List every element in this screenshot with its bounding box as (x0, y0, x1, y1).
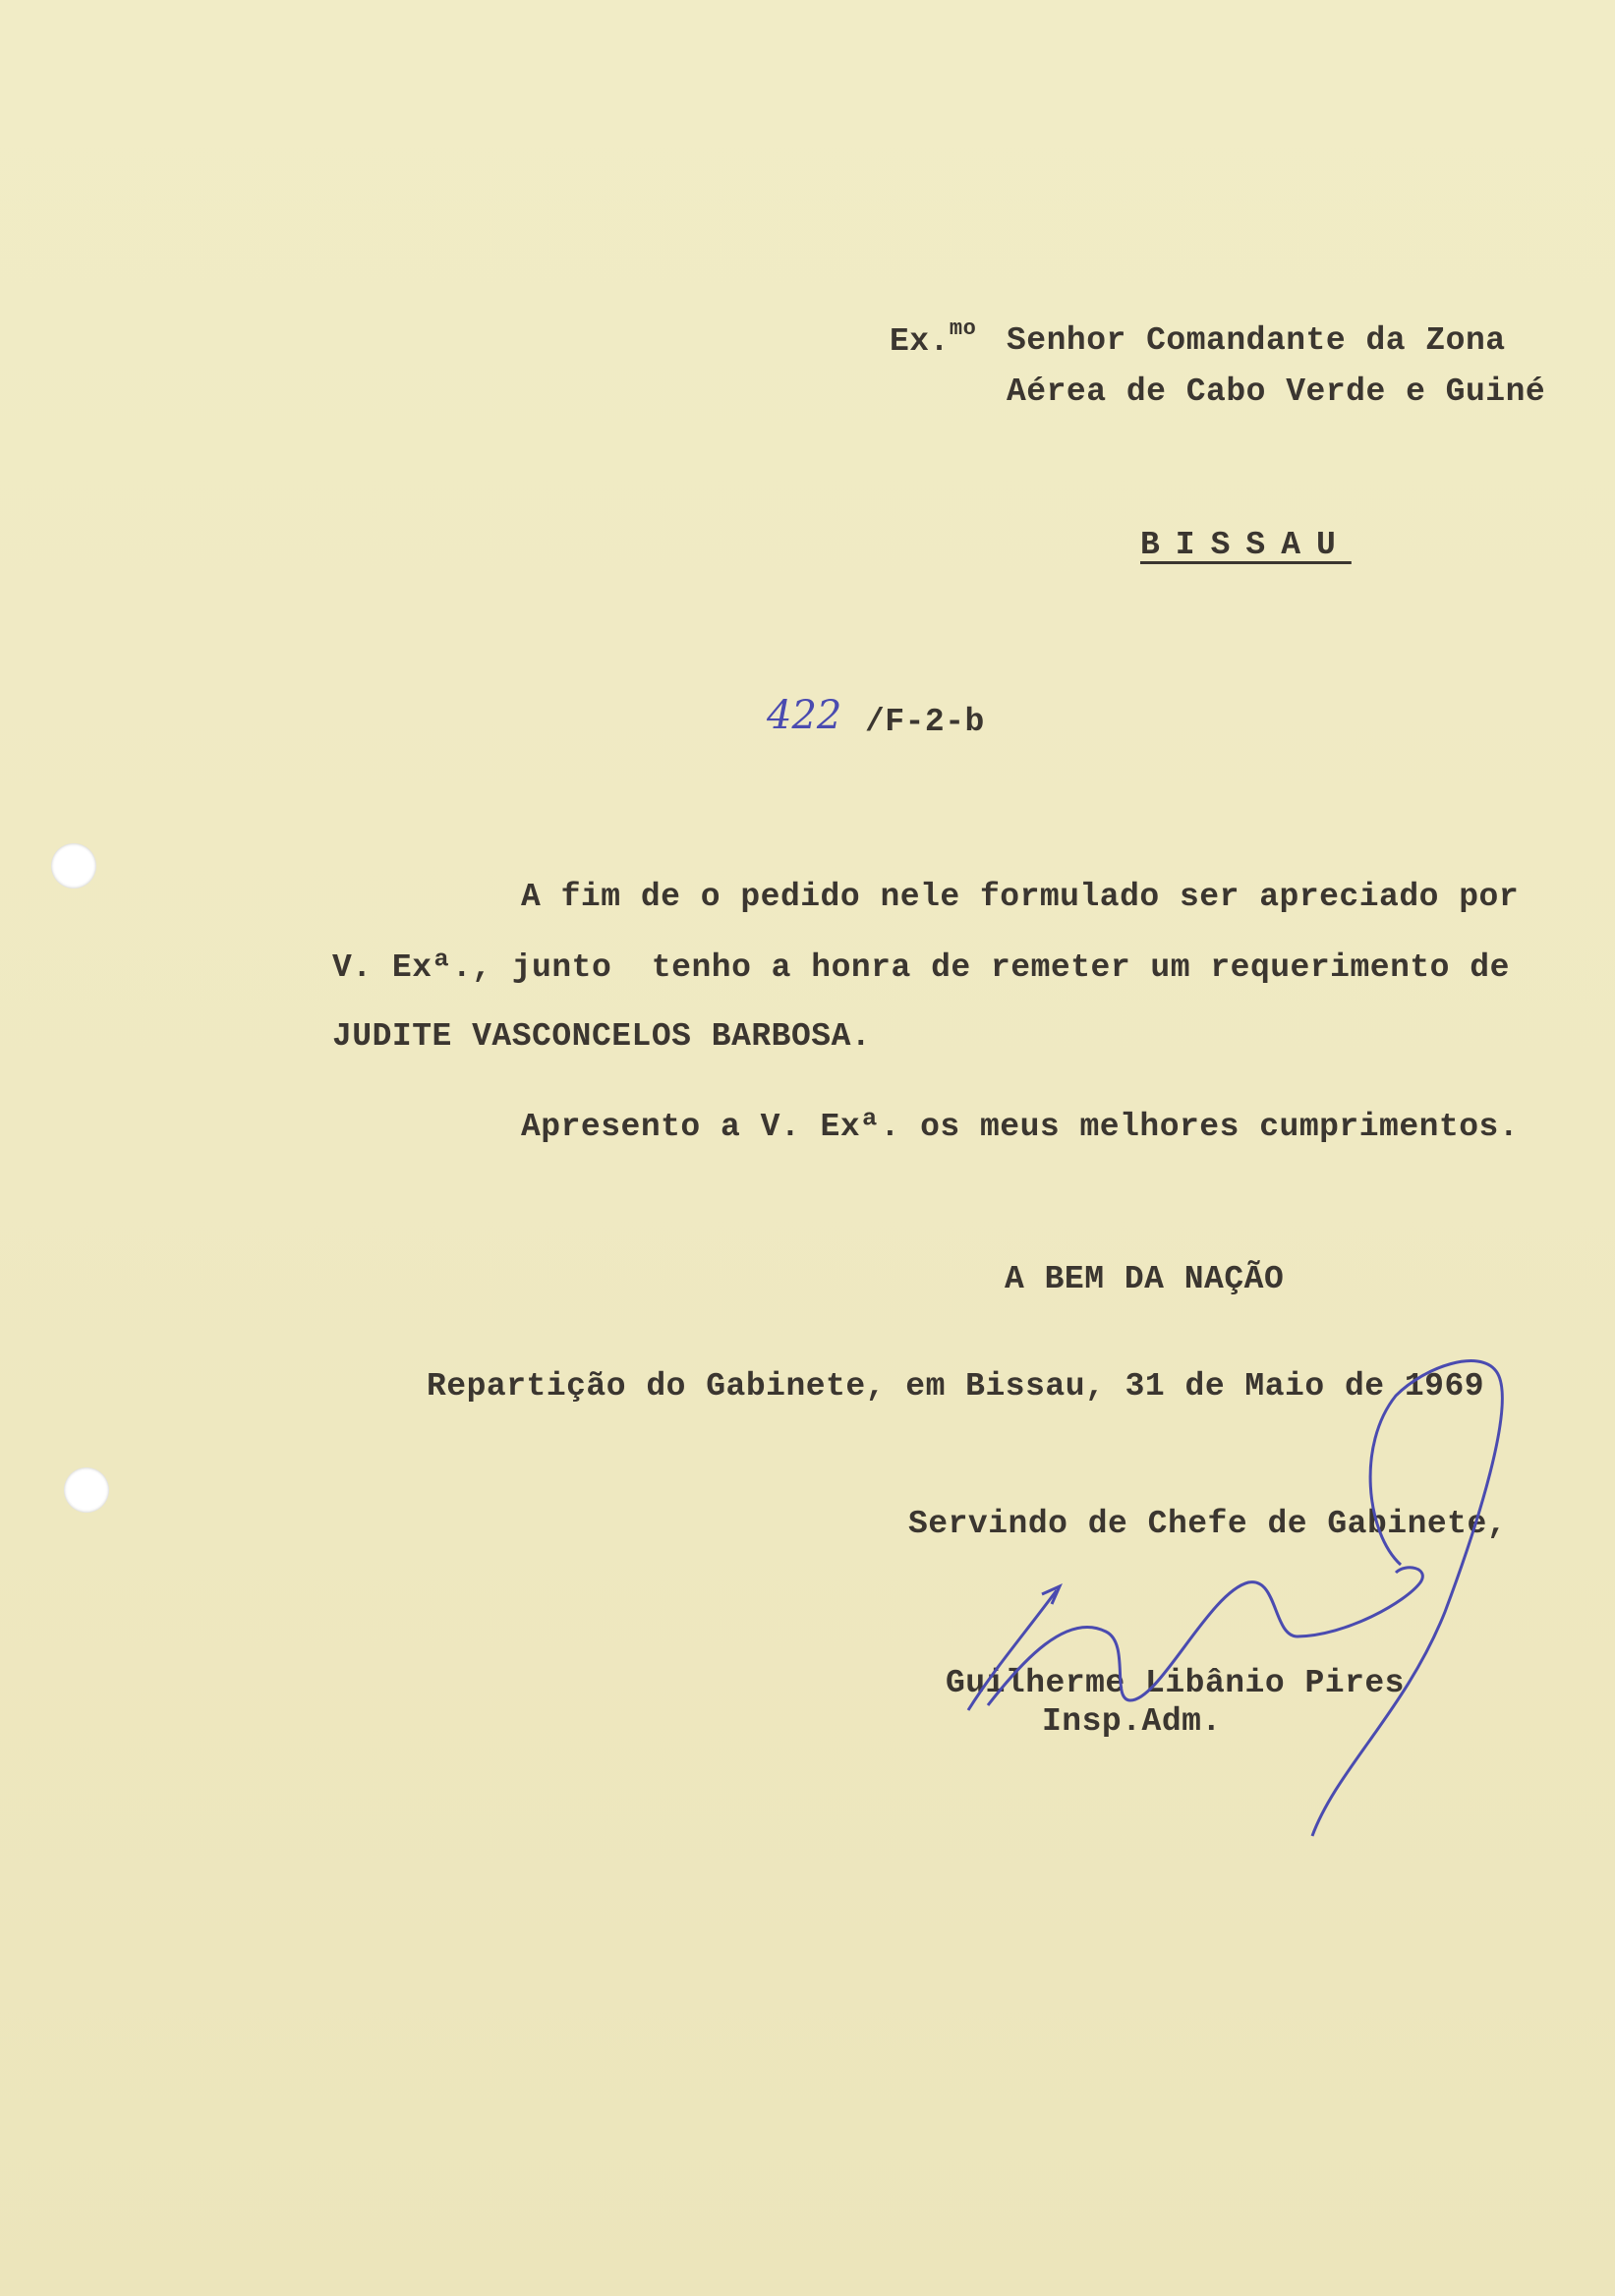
addressee-line-2: Aérea de Cabo Verde e Guiné (1007, 373, 1546, 410)
addressee-city: BISSAU (1140, 527, 1352, 563)
body-line-3: JUDITE VASCONCELOS BARBOSA. (332, 1018, 872, 1055)
signer-name: Guilherme Libânio Pires (946, 1665, 1405, 1701)
addressee-line-1: Senhor Comandante da Zona (1007, 322, 1506, 359)
place-and-date: Repartição do Gabinete, em Bissau, 31 de Maio de 1969 (427, 1368, 1485, 1405)
salutation-superscript: mo (949, 316, 977, 341)
signer-title: Insp.Adm. (1042, 1703, 1222, 1740)
body-line-1: A fim de o pedido nele formulado ser apreciado por (521, 879, 1520, 915)
addressee-salutation: Ex.$^{mo}$ (890, 316, 977, 360)
signatory-role: Servindo de Chefe de Gabinete, (908, 1506, 1508, 1542)
body-line-4: Apresento a V. Exª. os meus melhores cumprimentos. (521, 1109, 1520, 1145)
closing-motto: A BEM DA NAÇÃO (1005, 1261, 1285, 1297)
body-line-2: V. Exª., junto tenho a honra de remeter um requerimento de (332, 949, 1510, 986)
reference-code: /F-2-b (865, 704, 985, 740)
handwritten-reference-number: 422 (767, 693, 842, 738)
